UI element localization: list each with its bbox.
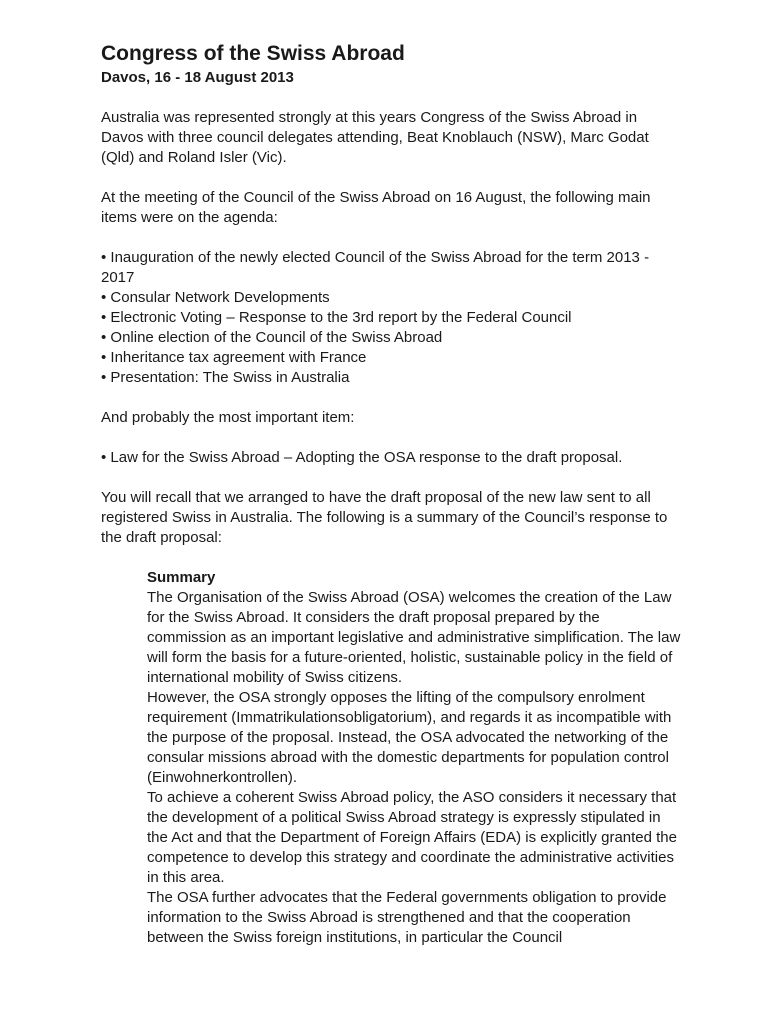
important-item: • Law for the Swiss Abroad – Adopting the OSA response to the draft proposal. bbox=[101, 449, 623, 466]
summary-section bbox=[147, 568, 681, 948]
agenda-list bbox=[101, 248, 681, 388]
agenda-item: • Inheritance tax agreement with France bbox=[101, 349, 367, 366]
agenda-item: • Consular Network Developments bbox=[101, 289, 330, 306]
summary-heading: Summary bbox=[147, 569, 216, 586]
summary-paragraph: The Organisation of the Swiss Abroad (OSA) welcomes the creation of the Law for the Swiss Abroad. It considers the draft proposal prepared by the commission as an important legislative and administrative simplification. The law will form the basis for a future-oriented, holistic, sustainable policy in the field of international mobility of Swiss citizens. bbox=[147, 589, 681, 686]
intro-paragraph: Australia was represented strongly at this years Congress of the Swiss Abroad in Davos with three council delegates attending, Beat Knoblauch (NSW), Marc Godat (Qld) and Roland Isler (Vic). bbox=[101, 109, 649, 166]
important-intro-paragraph: And probably the most important item: bbox=[101, 409, 355, 426]
summary-paragraph: To achieve a coherent Swiss Abroad policy, the ASO considers it necessary that the development of a political Swiss Abroad strategy is expressly stipulated in the Act and that the Department of Foreign Affairs (EDA) is explicitly granted the competence to develop this strategy and coordinate the administrative activities in this area. bbox=[147, 789, 677, 886]
agenda-item: • Inauguration of the newly elected Council of the Swiss Abroad for the term 2013 - 2017 bbox=[101, 249, 650, 286]
summary-paragraph: However, the OSA strongly opposes the lifting of the compulsory enrolment requirement (Immatrikulationsobligatorium), and regards it as incompatible with the purpose of the proposal. Instead, the OSA advocated the networking of the consular missions abroad with the domestic departments for population control (Einwohnerkontrollen). bbox=[147, 689, 672, 786]
agenda-item: • Online election of the Council of the Swiss Abroad bbox=[101, 329, 443, 346]
document-subtitle: Davos, 16 - 18 August 2013 bbox=[101, 69, 294, 86]
agenda-item: • Presentation: The Swiss in Australia bbox=[101, 369, 350, 386]
recall-paragraph: You will recall that we arranged to have the draft proposal of the new law sent to all registered Swiss in Australia. The following is a summary of the Council’s response to the draft proposal: bbox=[101, 489, 668, 546]
summary-paragraph: The OSA further advocates that the Federal governments obligation to provide information to the Swiss Abroad is strengthened and that the cooperation between the Swiss foreign institutions, in particular the Council bbox=[147, 889, 667, 946]
agenda-item: • Electronic Voting – Response to the 3rd report by the Federal Council bbox=[101, 309, 572, 326]
document-title: Congress of the Swiss Abroad bbox=[101, 42, 405, 65]
agenda-intro-paragraph: At the meeting of the Council of the Swiss Abroad on 16 August, the following main items were on the agenda: bbox=[101, 189, 651, 226]
document-body bbox=[101, 108, 681, 948]
